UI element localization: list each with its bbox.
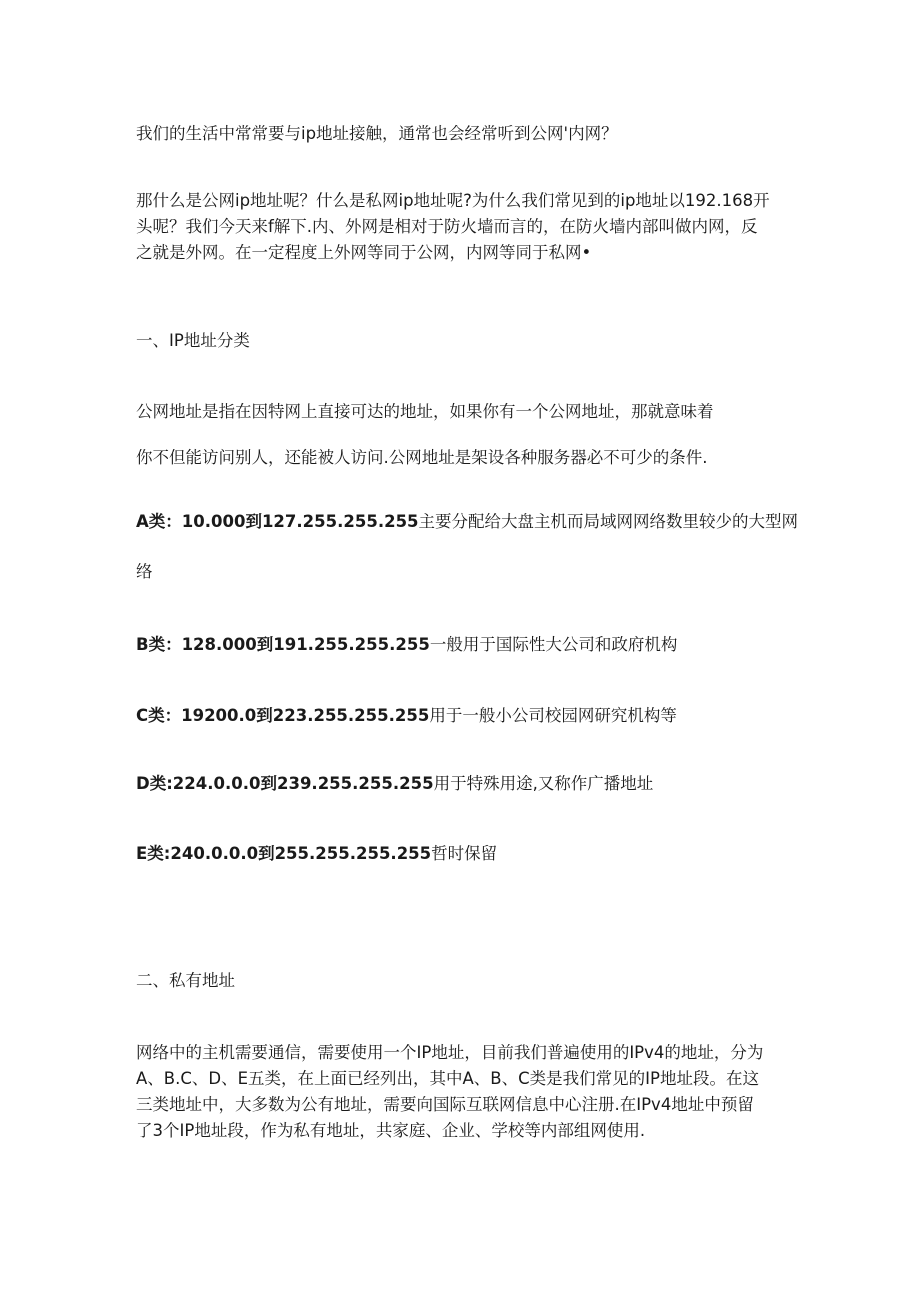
intro-paragraph-line-3: 之就是外网。在一定程度上外网等同于公网，内网等同于私网• [136,243,592,262]
class-d-range: 224.0.0.0到239.255.255.255 [172,774,434,793]
class-a-desc-continued: 络 [136,562,153,581]
class-e-desc: 哲时保留 [431,844,498,863]
section-2-line-4: 了3个IP地址段，作为私有地址，共家庭、企业、学校等内部组网使用. [136,1121,646,1140]
class-c-range: 19200.0到223.255.255.255 [181,706,430,725]
class-c-desc: 用于一般小公司校园网研究机构等 [429,706,677,725]
intro-paragraph-line-1: 那什么是公网ip地址呢？什么是私网ip地址呢?为什么我们常见到的ip地址以192.168开 [136,191,770,210]
class-e-line [136,841,497,867]
class-a-desc: 主要分配给大盘主机而局域网网络数里较少的大型网 [418,512,799,531]
intro-line-1: 我们的生活中常常要与ip地址接触，通常也会经常听到公网'内网？ [136,124,618,143]
class-d-desc: 用于特殊用途,又称作广播地址 [433,774,654,793]
class-b-label: B类： [136,635,182,654]
class-e-label: E类: [136,844,171,863]
section-2-heading: 二、私有地址 [136,971,235,990]
class-d-line [136,771,653,797]
section-1-heading: 一、IP地址分类 [136,331,250,350]
class-a-label: A类： [136,512,182,531]
intro-paragraph-line-2: 头呢？我们今天来f解下.内、外网是相对于防火墙而言的，在防火墙内部叫做内网，反 [136,217,758,236]
class-c-line [136,703,677,729]
section-2-line-1: 网络中的主机需要通信，需要使用一个IP地址，目前我们普遍使用的IPv4的地址，分为 [136,1043,764,1062]
class-b-desc: 一般用于国际性大公司和政府机构 [429,635,678,654]
class-d-label: D类: [136,774,173,793]
class-b-range: 128.000到191.255.255.255 [181,635,430,654]
section-1-desc-line-2: 你不但能访问别人，还能被人访问.公网地址是架设各种服务器必不可少的条件. [136,448,708,467]
class-a-line [136,509,798,535]
section-2-line-3: 三类地址中，大多数为公有地址，需要向国际互联网信息中心注册.在IPv4地址中预留 [136,1095,754,1114]
class-e-range: 240.0.0.0到255.255.255.255 [170,844,432,863]
section-2-line-2: A、B.C、D、E五类，在上面已经列出，其中A、B、C类是我们常见的IP地址段。在这 [136,1069,759,1088]
class-c-label: C类： [136,706,182,725]
class-b-line [136,632,677,658]
section-1-desc-line-1: 公网地址是指在因特网上直接可达的地址，如果你有一个公网地址，那就意味着 [136,402,714,421]
class-a-range: 10.000到127.255.255.255 [181,512,419,531]
